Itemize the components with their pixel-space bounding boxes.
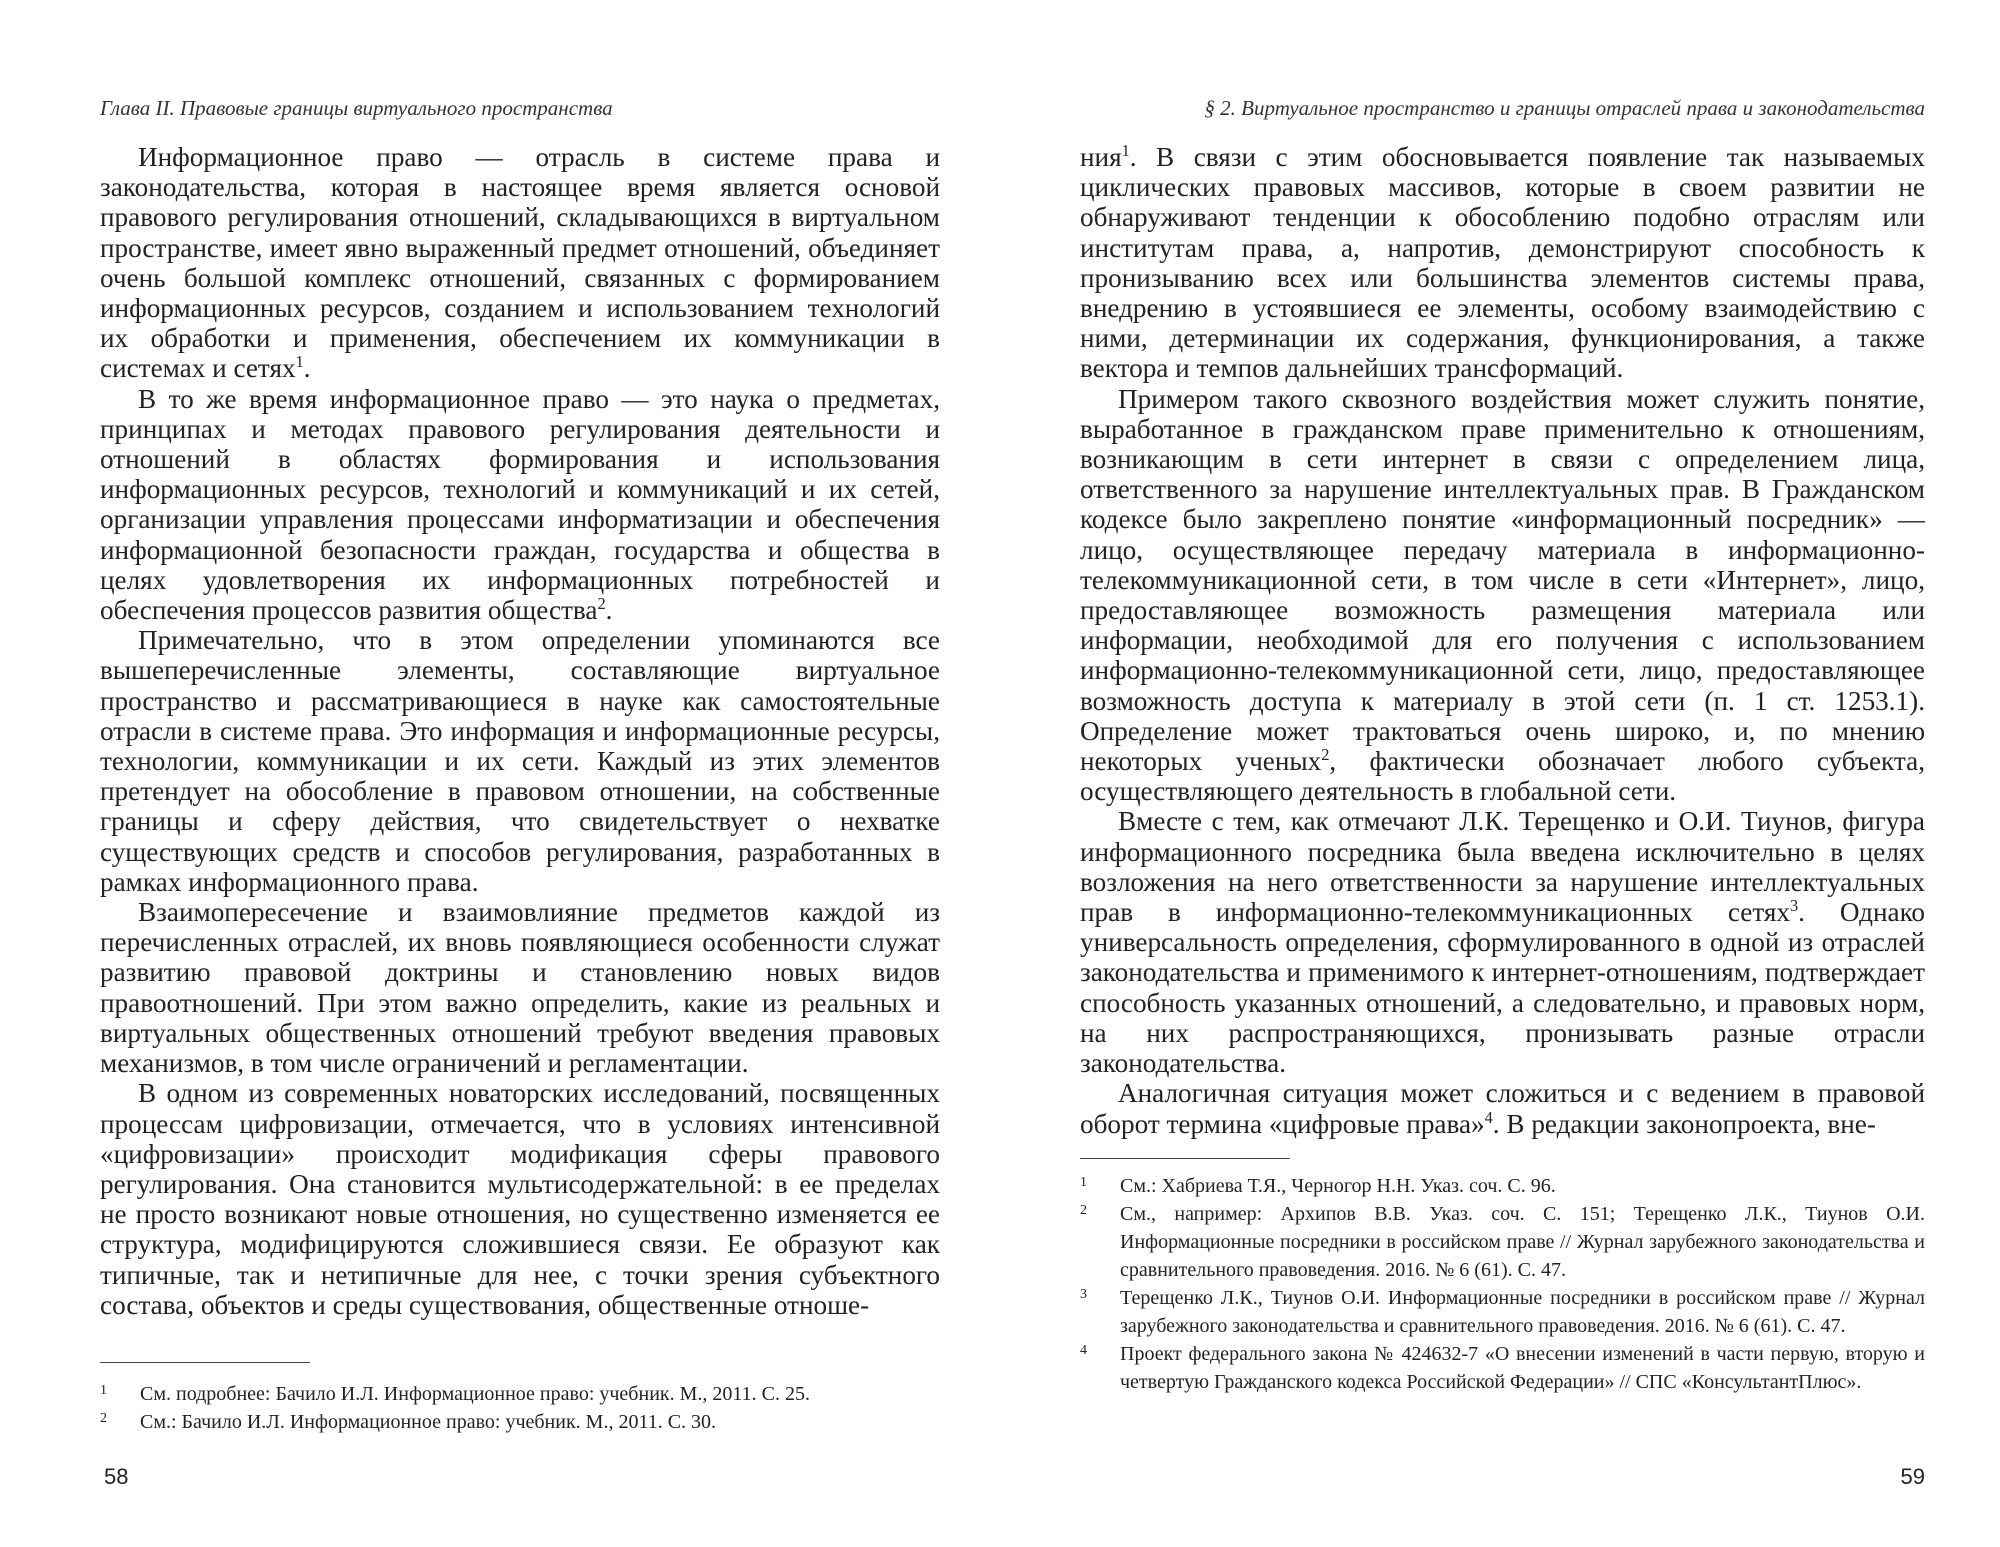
running-head: § 2. Виртуальное пространство и границы отраслей права и законодательства	[1204, 96, 1925, 120]
footnote	[1080, 1340, 1925, 1396]
right-page	[1080, 0, 1925, 1547]
paragraph: В одном из современных новаторских исследований, посвященных процессам цифровизации, отмечается, что в условиях интенсивной «цифровизации» происходит модификация сферы правового регулирования. Она становится мультисодержательной: в ее пределах не просто возникают новые отношения, но существенно изменяется ее структура, модифицируются сложившиеся связи. Ее образуют как типичные, так и нетипичные для нее, с точки зрения субъектного состава, объектов и среды существования, общественные отноше-	[100, 1078, 940, 1320]
footnote	[100, 1408, 940, 1436]
footnote-number: 2	[100, 1411, 107, 1426]
footnote	[100, 1380, 940, 1408]
footnote-text: См., например: Архипов В.В. Указ. соч. С. 151; Терещенко Л.К., Тиунов О.И. Информационные посредники в российском праве // Журнал зарубежного законодательства и сравнительного правоведения. 2016. № 6 (61). С. 47.	[1120, 1203, 1925, 1281]
footnote-number: 1	[100, 1383, 107, 1398]
footnote-text: Терещенко Л.К., Тиунов О.И. Информационные посредники в российском праве // Журнал зарубежного законодательства и сравнительного правоведения. 2016. № 6 (61). С. 47.	[1120, 1287, 1925, 1337]
paragraph: В то же время информационное право — это наука о предметах, принципах и методах правового регулирования деятельности и отношений в областях формирования и использования информационных ресурсов, технологий и коммуникаций и их сетей, организации управления процессами информатизации и обеспечения информационной безопасности граждан, государства и общества в целях удовлетворения их информационных потребностей и обеспечения процессов развития общества$^2$.	[100, 383, 940, 626]
footnote	[1080, 1284, 1925, 1340]
footnote-number: 2	[1080, 1203, 1087, 1218]
page-number: 58	[104, 1464, 129, 1489]
footnote-ref: 4	[1484, 1107, 1493, 1127]
footnote-number: 4	[1080, 1343, 1087, 1358]
footnote-number: 3	[1080, 1287, 1087, 1302]
page-number: 59	[1900, 1464, 1925, 1489]
body-text	[100, 142, 940, 1320]
footnote-text: См. подробнее: Бачило И.Л. Информационное право: учебник. М., 2011. С. 25.	[140, 1383, 810, 1405]
footnote-ref: 1	[1121, 140, 1130, 160]
paragraph: Взаимопересечение и взаимовлияние предметов каждой из перечисленных отраслей, их вновь появляющиеся особенности служат развитию правовой доктрины и становлению новых видов правоотношений. При этом важно определить, какие из реальных и виртуальных общественных отношений требуют введения правовых механизмов, в том числе ограничений и регламентации.	[100, 897, 940, 1079]
footnotes	[100, 1380, 940, 1436]
footnote	[1080, 1200, 1925, 1284]
footnote-ref: 2	[1321, 745, 1330, 764]
footnote-separator	[100, 1362, 310, 1363]
body-text	[1080, 142, 1925, 1139]
paragraph: Примечательно, что в этом определении упоминаются все вышеперечисленные элементы, составляющие виртуальное пространство и рассматривающиеся в науке как самостоятельные отрасли в системе права. Это информация и информационные ресурсы, технологии, коммуникации и их сети. Каждый из этих элементов претендует на обособление в правовом отношении, на собственные границы и сферу действия, что свидетельствует о нехватке существующих средств и способов регулирования, разработанных в рамках информационного права.	[100, 625, 940, 897]
paragraph: ния$^1$. В связи с этим обосновывается появление так называемых циклических правовых массивов, которые в своем развитии не обнаруживают тенденции к обособлению подобно отраслям или институтам права, а, напротив, демонстрируют способность к пронизыванию всех или большинства элементов системы права, внедрению в устоявшиеся ее элементы, особому взаимодействию с ними, детерминации их содержания, функционирования, а также вектора и темпов дальнейших трансформаций.	[1080, 140, 1925, 384]
footnote-ref: 3	[1789, 896, 1799, 916]
running-head: Глава II. Правовые границы виртуального пространства	[100, 96, 613, 120]
footnote-text: См.: Хабриева Т.Я., Черногор Н.Н. Указ. соч. С. 96.	[1120, 1175, 1556, 1197]
footnote-text: См.: Бачило И.Л. Информационное право: учебник. М., 2011. С. 30.	[140, 1411, 717, 1433]
footnote-number: 1	[1080, 1175, 1087, 1190]
footnote-ref: 2	[597, 593, 606, 613]
paragraph: Примером такого сквозного воздействия может служить понятие, выработанное в гражданском праве применительно к отношениям, возникающим в сети интернет в связи с определением лица, ответственного за нарушение интеллектуальных прав. В Гражданском кодексе было закреплено понятие «информационный посредник» — лицо, осуществляющее передачу материала в информационно-телекоммуникационной сети, в том числе в сети «Интернет», лицо, предоставляющее возможность размещения материала или информации, необходимой для его получения с использованием информационно-телекоммуникационной сети, лицо, предоставляющее возможность доступа к материалу в этой сети (п. 1 ст. 1253.1). Определение может трактоваться очень широко, и, по мнению некоторых ученых$^2$, фактически обозначает любого субъекта, осуществляющего деятельность в глобальной сети.	[1080, 383, 1925, 807]
paragraph: Информационное право — отрасль в системе права и законодательства, которая в настоящее время является основой правового регулирования отношений, складывающихся в виртуальном пространстве, имеет явно выраженный предмет отношений, объединяет очень большой комплекс отношений, связанных с формированием информационных ресурсов, созданием и использованием технологий их обработки и применения, обеспечением их коммуникации в системах и сетях$^1$.	[100, 142, 940, 384]
footnote-separator	[1080, 1158, 1290, 1159]
footnote	[1080, 1172, 1925, 1200]
footnote-text: Проект федерального закона № 424632-7 «О внесении изменений в части первую, вторую и четвертую Гражданского кодекса Российской Федерации» // СПС «КонсультантПлюс».	[1120, 1343, 1925, 1393]
paragraph: Вместе с тем, как отмечают Л.К. Терещенко и О.И. Тиунов, фигура информационного посредника была введена исключительно в целях возложения на него ответственности за нарушение интеллектуальных прав в информационно-телекоммуникационных сетях$^3$. Однако универсальность определения, сформулированного в одной из отраслей законодательства и применимого к интернет-отношениям, подтверждает способность указанных отношений, а следовательно, и правовых норм, на них распространяющихся, пронизывать разные отрасли законодательства.	[1080, 806, 1926, 1079]
footnotes	[1080, 1172, 1925, 1396]
left-page	[100, 0, 940, 1547]
footnote-ref: 1	[295, 352, 304, 372]
paragraph: Аналогичная ситуация может сложиться и с ведением в правовой оборот термина «цифровые права»$^4$. В редакции законопроекта, вне-	[1080, 1078, 1925, 1139]
